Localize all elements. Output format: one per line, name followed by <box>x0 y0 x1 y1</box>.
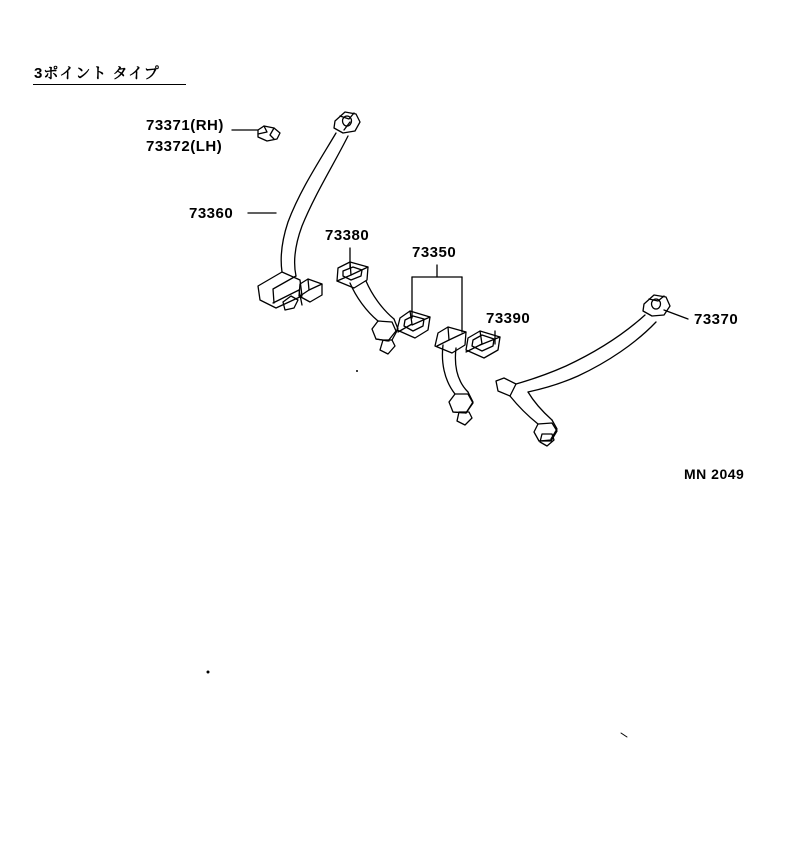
part-suffix-73372: (LH) <box>190 138 223 155</box>
leader-73370 <box>664 310 688 319</box>
part-label-73390: 73390 <box>486 310 531 327</box>
part-label-73350: 73350 <box>412 244 457 261</box>
part-label-73372 <box>146 138 222 155</box>
part-73390-buckle <box>435 327 500 425</box>
part-label-73371 <box>146 117 224 134</box>
part-number-73372: 73372 <box>146 138 191 155</box>
part-number-73371: 73371 <box>146 117 191 134</box>
part-73380-buckle <box>337 262 398 354</box>
scan-artifacts <box>207 370 628 737</box>
part-label-73360: 73360 <box>189 205 234 222</box>
part-73350-bracket <box>397 311 430 338</box>
title-underline <box>33 84 186 85</box>
part-label-73380: 73380 <box>325 227 370 244</box>
part-label-73370: 73370 <box>694 311 739 328</box>
part-73371-anchor <box>258 126 280 141</box>
part-73360-belt <box>258 112 360 310</box>
figure-code: MN 2049 <box>684 466 745 482</box>
diagram-title: 3ポイント タイプ <box>34 65 160 82</box>
part-suffix-73371: (RH) <box>190 117 224 134</box>
